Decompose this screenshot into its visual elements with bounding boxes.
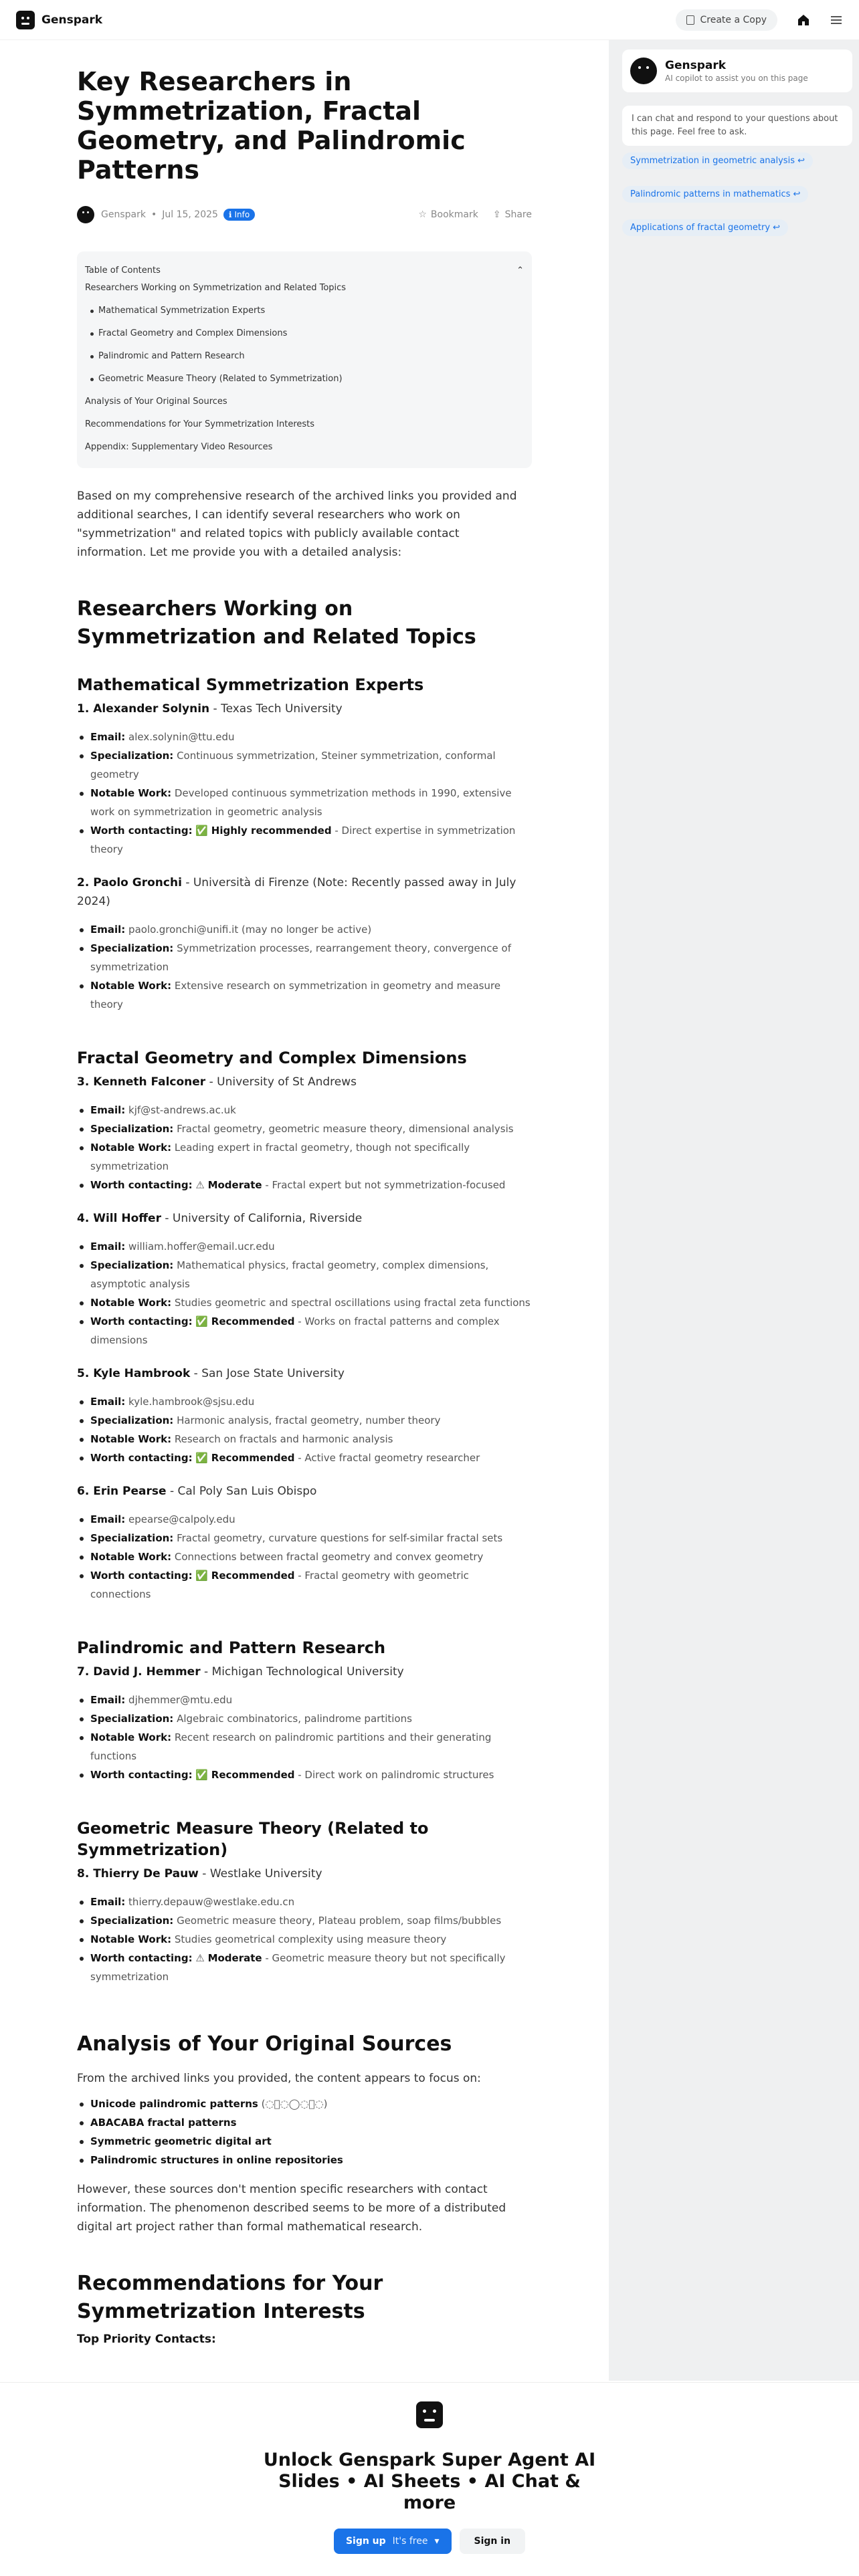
detail-value: kyle.hambrook@sjsu.edu: [125, 1396, 255, 1408]
researcher-heading: [77, 1364, 532, 1383]
spacer: [77, 1014, 532, 1025]
researcher-heading: [77, 1864, 532, 1883]
detail-item: [77, 1728, 532, 1765]
detail-item: [77, 1911, 532, 1930]
detail-item: [77, 1138, 532, 1176]
meta-separator: •: [151, 209, 157, 220]
researcher-name: 5. Kyle Hambrook: [77, 1367, 191, 1380]
assistant-name: Genspark: [665, 59, 727, 72]
researcher-name: 2. Paolo Gronchi: [77, 876, 182, 889]
detail-value: Studies geometrical complexity using measure theory: [171, 1933, 447, 1945]
detail-item: [77, 1312, 532, 1350]
sign-up-free-label: It's free: [392, 2536, 428, 2547]
detail-value: kjf@st-andrews.ac.uk: [125, 1104, 236, 1116]
info-icon: ℹ: [228, 210, 232, 219]
sign-up-label: Sign up: [345, 2536, 386, 2547]
detail-item: [77, 1101, 532, 1119]
detail-rating: Recommended: [211, 1315, 295, 1327]
spacer: [77, 1604, 532, 1614]
detail-item: [77, 1392, 532, 1411]
toc-list: [85, 277, 524, 459]
researcher-details: [77, 1237, 532, 1350]
detail-value: ✅: [192, 1452, 211, 1464]
detail-key: Worth contacting:: [90, 1570, 193, 1582]
researcher-heading: [77, 1482, 532, 1501]
spacer: [77, 1467, 532, 1478]
researcher-affiliation: - University of St Andrews: [205, 1075, 357, 1089]
detail-item: [77, 1765, 532, 1784]
subsection-title: Mathematical Symmetrization Experts: [77, 675, 424, 694]
detail-item: [77, 1566, 532, 1604]
analysis-intro: From the archived links you provided, the content appears to focus on:: [77, 2072, 481, 2085]
detail-value: Research on fractals and harmonic analysis: [171, 1433, 393, 1445]
spacer: [77, 1350, 532, 1360]
detail-key: Email:: [90, 1241, 126, 1253]
detail-value: Mathematical physics, fractal geometry, complex dimensions, asymptotic analysis: [90, 1259, 489, 1290]
detail-key: Specialization:: [90, 750, 174, 762]
suggestion-chip[interactable]: Applications of fractal geometry ↩: [622, 219, 788, 236]
researcher-affiliation: - Michigan Technological University: [200, 1665, 404, 1679]
detail-key: Worth contacting:: [90, 1769, 193, 1781]
detail-value: Studies geometric and spectral oscillations using fractal zeta functions: [171, 1297, 531, 1309]
spacer: [77, 1986, 532, 1997]
detail-value: Algebraic combinatorics, palindrome partitions: [173, 1713, 412, 1725]
analysis-title: Analysis of Your Original Sources: [77, 2032, 452, 2056]
assistant-subtitle: AI copilot to assist you on this page: [665, 74, 808, 83]
detail-rating: Recommended: [211, 1452, 295, 1464]
researcher-details: [77, 1392, 532, 1467]
researcher-affiliation: - Texas Tech University: [209, 702, 343, 716]
researcher-details: [77, 920, 532, 1014]
analysis-item: [77, 2113, 532, 2132]
researcher-heading: [77, 1209, 532, 1228]
chevron-up-icon[interactable]: ⌃: [516, 265, 524, 276]
toc-item[interactable]: Palindromic and Pattern Research: [85, 345, 524, 368]
detail-value: alex.solynin@ttu.edu: [125, 731, 235, 743]
detail-value: Harmonic analysis, fractal geometry, number theory: [173, 1414, 441, 1426]
suggestion-chip[interactable]: Palindromic patterns in mathematics ↩: [622, 186, 808, 203]
detail-note: - Geometric measure theory but not specifically symmetrization: [90, 1952, 506, 1983]
info-label: Info: [234, 210, 250, 219]
detail-note: - Works on fractal patterns and complex dimensions: [90, 1315, 500, 1346]
detail-key: Specialization:: [90, 1259, 174, 1271]
detail-value: djhemmer@mtu.edu: [125, 1694, 233, 1706]
detail-key: Email:: [90, 1396, 126, 1408]
detail-value: ⚠: [192, 1179, 208, 1191]
detail-key: Email:: [90, 924, 126, 936]
detail-item: [77, 1293, 532, 1312]
sign-in-button[interactable]: Sign in: [460, 2529, 526, 2554]
detail-item: [77, 1547, 532, 1566]
researcher-affiliation: - University of California, Riverside: [161, 1212, 363, 1225]
researcher-details: [77, 1893, 532, 1986]
toc-item[interactable]: Fractal Geometry and Complex Dimensions: [85, 322, 524, 345]
researcher-affiliation: - San Jose State University: [190, 1367, 345, 1380]
researcher-heading: [77, 1662, 532, 1681]
detail-value: thierry.depauw@westlake.edu.cn: [125, 1896, 295, 1908]
section-title: Researchers Working on Symmetrization and Related Topics: [77, 597, 476, 649]
detail-item: [77, 1949, 532, 1986]
analysis-item: [77, 2151, 532, 2169]
detail-item: [77, 1691, 532, 1709]
brand[interactable]: [16, 11, 102, 29]
detail-item: [77, 1176, 532, 1194]
detail-key: Email:: [90, 1104, 126, 1116]
researcher-name: 4. Will Hoffer: [77, 1212, 161, 1225]
create-copy-button[interactable]: [676, 9, 777, 31]
detail-value: Connections between fractal geometry and convex geometry: [171, 1551, 484, 1563]
researcher-name: 6. Erin Pearse: [77, 1485, 167, 1498]
detail-item: [77, 939, 532, 976]
detail-value: Developed continuous symmetrization methods in 1990, extensive work on symmetrization in geometric analysis: [90, 787, 512, 818]
top-priority-label: Top Priority Contacts:: [77, 2333, 216, 2346]
detail-value: Continuous symmetrization, Steiner symmetrization, conformal geometry: [90, 750, 496, 780]
info-badge[interactable]: [223, 209, 255, 221]
assistant-avatar: [630, 58, 657, 84]
detail-value: ✅: [192, 825, 211, 837]
analysis-item: [77, 2132, 532, 2151]
researcher-details: [77, 1510, 532, 1604]
copilot-sidebar: [609, 40, 859, 2381]
detail-value: Fractal geometry, curvature questions for self-similar fractal sets: [173, 1532, 503, 1544]
bookmark-button[interactable]: [418, 209, 478, 220]
researcher-name: 3. Kenneth Falconer: [77, 1075, 206, 1089]
chat-intro-message: I can chat and respond to your questions about this page. Feel free to ask.: [622, 106, 852, 146]
detail-rating: Recommended: [211, 1769, 295, 1781]
subsection-title: Geometric Measure Theory (Related to Symmetrization): [77, 1819, 429, 1859]
spacer: [77, 1194, 532, 1205]
detail-value: paolo.gronchi@unifi.it (may no longer be active): [125, 924, 372, 936]
detail-key: Specialization:: [90, 942, 174, 954]
assistant-card: [622, 49, 852, 92]
spacer: [77, 859, 532, 869]
detail-item: [77, 784, 532, 821]
subsection-title: Palindromic and Pattern Research: [77, 1638, 386, 1657]
detail-item: [77, 1510, 532, 1529]
spacer: [77, 1784, 532, 1795]
researcher-affiliation: - Cal Poly San Luis Obispo: [166, 1485, 317, 1498]
detail-key: Worth contacting:: [90, 1315, 193, 1327]
analysis-key: ABACABA fractal patterns: [90, 2117, 237, 2129]
bookmark-label: Bookmark: [430, 209, 478, 220]
copy-icon: [686, 15, 694, 25]
researcher-affiliation: - Università di Firenze (Note: Recently passed away in July 2024): [77, 876, 516, 908]
toc-item[interactable]: Recommendations for Your Symmetrization Interests: [85, 419, 315, 429]
detail-key: Worth contacting:: [90, 1952, 193, 1964]
detail-key: Specialization:: [90, 1915, 174, 1927]
detail-key: Worth contacting:: [90, 1179, 193, 1191]
detail-value: ✅: [192, 1570, 211, 1582]
detail-note: - Fractal expert but not symmetrization-focused: [262, 1179, 506, 1191]
detail-item: [77, 920, 532, 939]
researcher-details: [77, 728, 532, 859]
detail-value: ✅: [192, 1769, 211, 1781]
suggestion-chip[interactable]: Symmetrization in geometric analysis ↩: [622, 152, 813, 169]
chevron-down-icon: ▾: [434, 2536, 440, 2547]
detail-value: ✅: [192, 1315, 211, 1327]
detail-key: Worth contacting:: [90, 825, 193, 837]
detail-key: Notable Work:: [90, 787, 172, 799]
researcher-groups: [77, 674, 532, 1997]
detail-key: Email:: [90, 1896, 126, 1908]
detail-key: Specialization:: [90, 1532, 174, 1544]
toc-item[interactable]: Researchers Working on Symmetrization and Related Topics: [85, 283, 347, 293]
detail-value: epearse@calpoly.edu: [125, 1513, 235, 1525]
detail-key: Notable Work:: [90, 1433, 172, 1445]
detail-key: Notable Work:: [90, 1551, 172, 1563]
author-name[interactable]: Genspark: [101, 209, 146, 220]
toc-item[interactable]: Analysis of Your Original Sources: [85, 397, 227, 407]
researcher-name: 7. David J. Hemmer: [77, 1665, 201, 1679]
detail-item: [77, 1256, 532, 1293]
analysis-key: Palindromic structures in online repositories: [90, 2154, 343, 2166]
detail-key: Worth contacting:: [90, 1452, 193, 1464]
upsell-title: Unlock Genspark Super Agent AI Slides • AI Sheets • AI Chat & more: [263, 2450, 596, 2513]
detail-item: [77, 1448, 532, 1467]
researcher-name: 1. Alexander Solynin: [77, 702, 210, 716]
detail-key: Notable Work:: [90, 1297, 172, 1309]
analysis-value: (◌⃝◌◯◌⃝◌): [258, 2098, 328, 2110]
researcher-details: [77, 1691, 532, 1784]
subsection-title: Fractal Geometry and Complex Dimensions: [77, 1049, 467, 1067]
detail-key: Email:: [90, 1513, 126, 1525]
detail-key: Notable Work:: [90, 1142, 172, 1154]
detail-item: [77, 1893, 532, 1911]
home-icon[interactable]: [796, 13, 811, 27]
toc-title: Table of Contents: [85, 265, 161, 276]
detail-rating: Moderate: [207, 1179, 262, 1191]
detail-item: [77, 1709, 532, 1728]
detail-note: - Fractal geometry with geometric connections: [90, 1570, 469, 1600]
analysis-list: [77, 2095, 532, 2169]
researcher-details: [77, 1101, 532, 1194]
analysis-outro: However, these sources don't mention specific researchers with contact information. The phenomenon described seems to be more of a distributed digital art project rather than formal mathematical research.: [77, 2183, 506, 2234]
sign-up-button[interactable]: [334, 2529, 452, 2554]
analysis-key: Symmetric geometric digital art: [90, 2135, 272, 2147]
detail-key: Notable Work:: [90, 980, 172, 992]
share-button[interactable]: [493, 209, 532, 220]
detail-item: [77, 1529, 532, 1547]
researcher-name: 8. Thierry De Pauw: [77, 1867, 199, 1881]
intro-paragraph: Based on my comprehensive research of the archived links you provided and additional searches, I can identify several researchers who work on "symmetrization" and related topics with publicly available contact information. Let me provide you with a detailed analysis:: [77, 490, 517, 559]
detail-value: william.hoffer@email.ucr.edu: [125, 1241, 275, 1253]
article-date: Jul 15, 2025: [162, 209, 218, 220]
detail-rating: Recommended: [211, 1570, 295, 1582]
detail-item: [77, 1930, 532, 1949]
genspark-logo-icon: [416, 2401, 443, 2428]
detail-item: [77, 821, 532, 859]
top-bar: [0, 0, 859, 40]
detail-item: [77, 1411, 532, 1430]
detail-item: [77, 1237, 532, 1256]
detail-rating: Highly recommended: [211, 825, 332, 837]
detail-value: Extensive research on symmetrization in geometry and measure theory: [90, 980, 501, 1010]
star-icon: ☆: [418, 209, 427, 220]
article: [77, 40, 532, 2346]
toc-item[interactable]: Appendix: Supplementary Video Resources: [85, 442, 273, 452]
detail-key: Email:: [90, 731, 126, 743]
detail-key: Notable Work:: [90, 1933, 172, 1945]
detail-item: [77, 976, 532, 1014]
toc-item[interactable]: Geometric Measure Theory (Related to Symmetrization): [85, 368, 524, 391]
detail-value: Fractal geometry, geometric measure theory, dimensional analysis: [173, 1123, 514, 1135]
menu-icon[interactable]: [830, 15, 843, 25]
share-label: Share: [504, 209, 532, 220]
detail-note: - Direct work on palindromic structures: [294, 1769, 494, 1781]
researcher-heading: [77, 873, 532, 911]
brand-name: Genspark: [41, 13, 103, 27]
table-of-contents: [77, 251, 532, 468]
detail-note: - Direct expertise in symmetrization theory: [90, 825, 516, 855]
researcher-heading: [77, 1073, 532, 1091]
detail-rating: Moderate: [207, 1952, 262, 1964]
detail-key: Specialization:: [90, 1123, 174, 1135]
detail-value: Geometric measure theory, Plateau problem, soap films/bubbles: [173, 1915, 502, 1927]
detail-value: Symmetrization processes, rearrangement theory, convergence of symmetrization: [90, 942, 511, 973]
author-avatar: [77, 206, 94, 223]
detail-key: Email:: [90, 1694, 126, 1706]
upsell-banner: [0, 2382, 859, 2576]
create-copy-label: Create a Copy: [700, 14, 767, 25]
detail-key: Specialization:: [90, 1713, 174, 1725]
researcher-heading: [77, 700, 532, 718]
detail-key: Notable Work:: [90, 1731, 172, 1743]
detail-value: ⚠: [192, 1952, 208, 1964]
page-title: Key Researchers in Symmetrization, Fractal Geometry, and Palindromic Patterns: [77, 67, 466, 185]
recommendations-title: Recommendations for Your Symmetrization Interests: [77, 2272, 383, 2323]
genspark-logo-icon: [16, 11, 35, 29]
detail-value: Leading expert in fractal geometry, though not specifically symmetrization: [90, 1142, 470, 1172]
analysis-key: Unicode palindromic patterns: [90, 2098, 258, 2110]
toc-item[interactable]: Mathematical Symmetrization Experts: [85, 300, 524, 322]
detail-item: [77, 1430, 532, 1448]
detail-value: Recent research on palindromic partitions and their generating functions: [90, 1731, 492, 1762]
detail-key: Specialization:: [90, 1414, 174, 1426]
analysis-item: [77, 2095, 532, 2113]
researcher-affiliation: - Westlake University: [198, 1867, 322, 1881]
detail-item: [77, 1119, 532, 1138]
article-meta: [77, 205, 532, 225]
detail-note: - Active fractal geometry researcher: [294, 1452, 480, 1464]
share-icon: ⇪: [492, 209, 501, 220]
detail-item: [77, 728, 532, 746]
detail-item: [77, 746, 532, 784]
